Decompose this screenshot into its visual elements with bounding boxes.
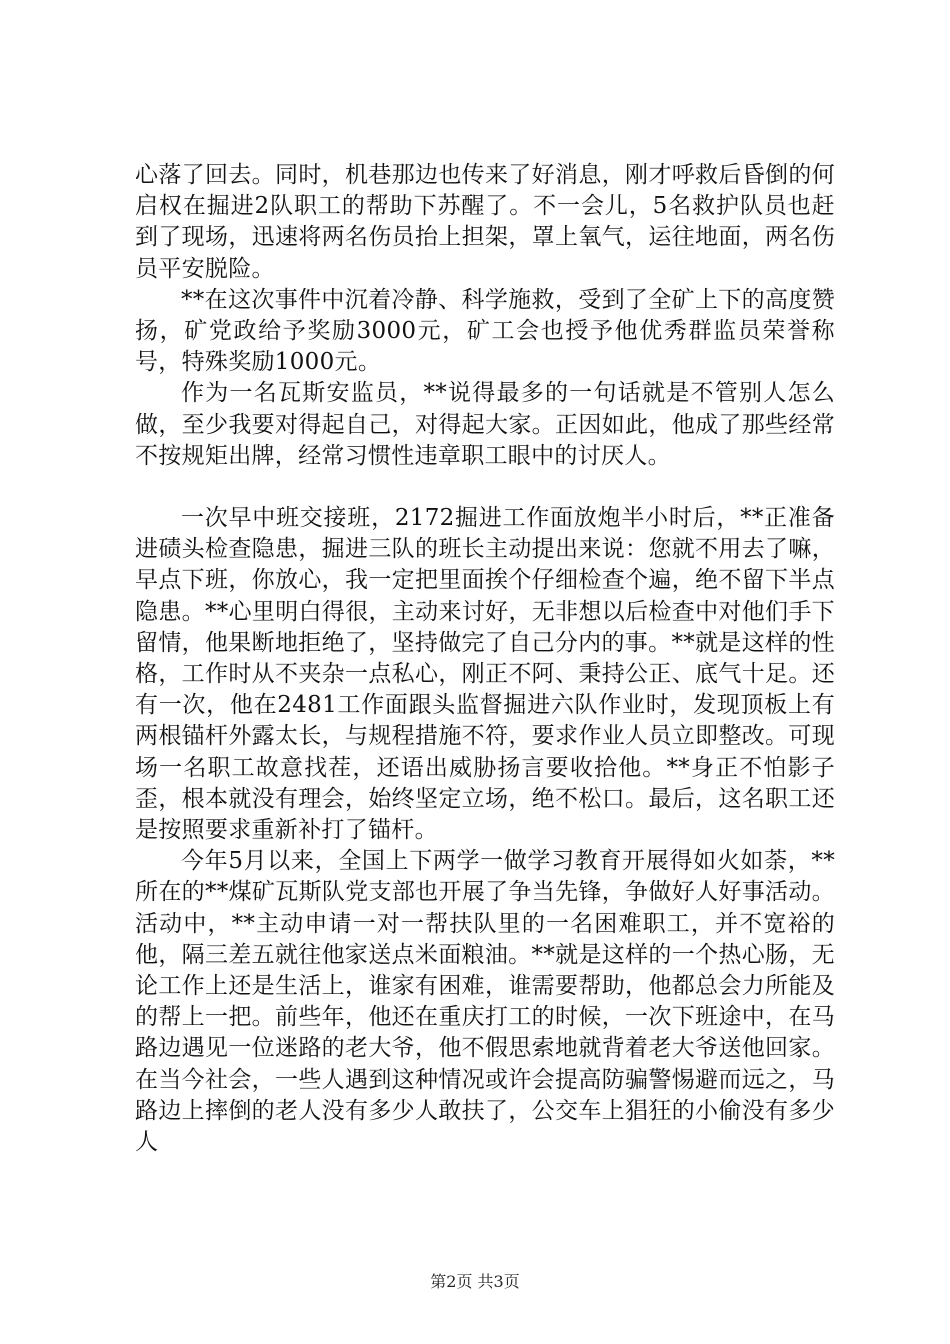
paragraph: 一次早中班交接班，2172掘进工作面放炮半小时后，**正准备进碛头检查隐患，掘进三队的班长主动提出来说：您就不用去了嘛，早点下班，你放心，我一定把里面挨个仔细检查个遍，绝不留下半点隐患。**心里明白得很，主动来讨好，无非想以后检查中对他们手下留情，他果断地拒绝了，坚持做完了自己分内的事。**就是这样的性格，工作时从不夹杂一点私心，刚正不阿、秉持公正、底气十足。还有一次，他在2481工作面跟头监督掘进六队作业时，发现顶板上有两根锚杆外露太长，与规程措施不符，要求作业人员立即整改。可现场一名职工故意找茬，还语出威胁扬言要收拾他。**身正不怕影子歪，根本就没有理会，始终坚定立场，绝不松口。最后，这名职工还是按照要求重新补打了锚杆。	[135, 505, 835, 844]
paragraph: 今年5月以来，全国上下两学一做学习教育开展得如火如荼，**所在的**煤矿瓦斯队党支部也开展了争当先锋，争做好人好事活动。活动中，**主动申请一对一帮扶队里的一名困难职工，并不宽裕的他，隔三差五就往他家送点米面粮油。**就是这样的一个热心肠，无论工作上还是生活上，谁家有困难，谁需要帮助，他都总会力所能及的帮上一把。前些年，他还在重庆打工的时候，一次下班途中，在马路边遇见一位迷路的老大爷，他不假思索地就背着老大爷送他回家。在当今社会，一些人遇到这种情况或许会提高防骗警惕避而远之，马路边上摔倒的老人没有多少人敢扶了，公交车上猖狂的小偷没有多少人	[135, 848, 835, 1156]
paragraph: 心落了回去。同时，机巷那边也传来了好消息，刚才呼救后昏倒的何启权在掘进2队职工的帮助下苏醒了。不一会儿，5名救护队员也赶到了现场，迅速将两名伤员抬上担架，罩上氧气，运往地面，两名伤员平安脱险。	[135, 162, 835, 282]
paragraph: 作为一名瓦斯安监员，**说得最多的一句话就是不管别人怎么做，至少我要对得起自己，对得起大家。正因如此，他成了那些经常不按规矩出牌，经常习惯性违章职工眼中的讨厌人。	[135, 380, 835, 469]
document-body	[135, 160, 835, 1158]
page-footer: 第2页 共3页	[430, 1272, 520, 1291]
paragraph: **在这次事件中沉着冷静、科学施救，受到了全矿上下的高度赞扬，矿党政给予奖励3000元，矿工会也授予他优秀群监员荣誉称号，特殊奖励1000元。	[135, 286, 835, 376]
paragraph-gap	[135, 472, 835, 503]
